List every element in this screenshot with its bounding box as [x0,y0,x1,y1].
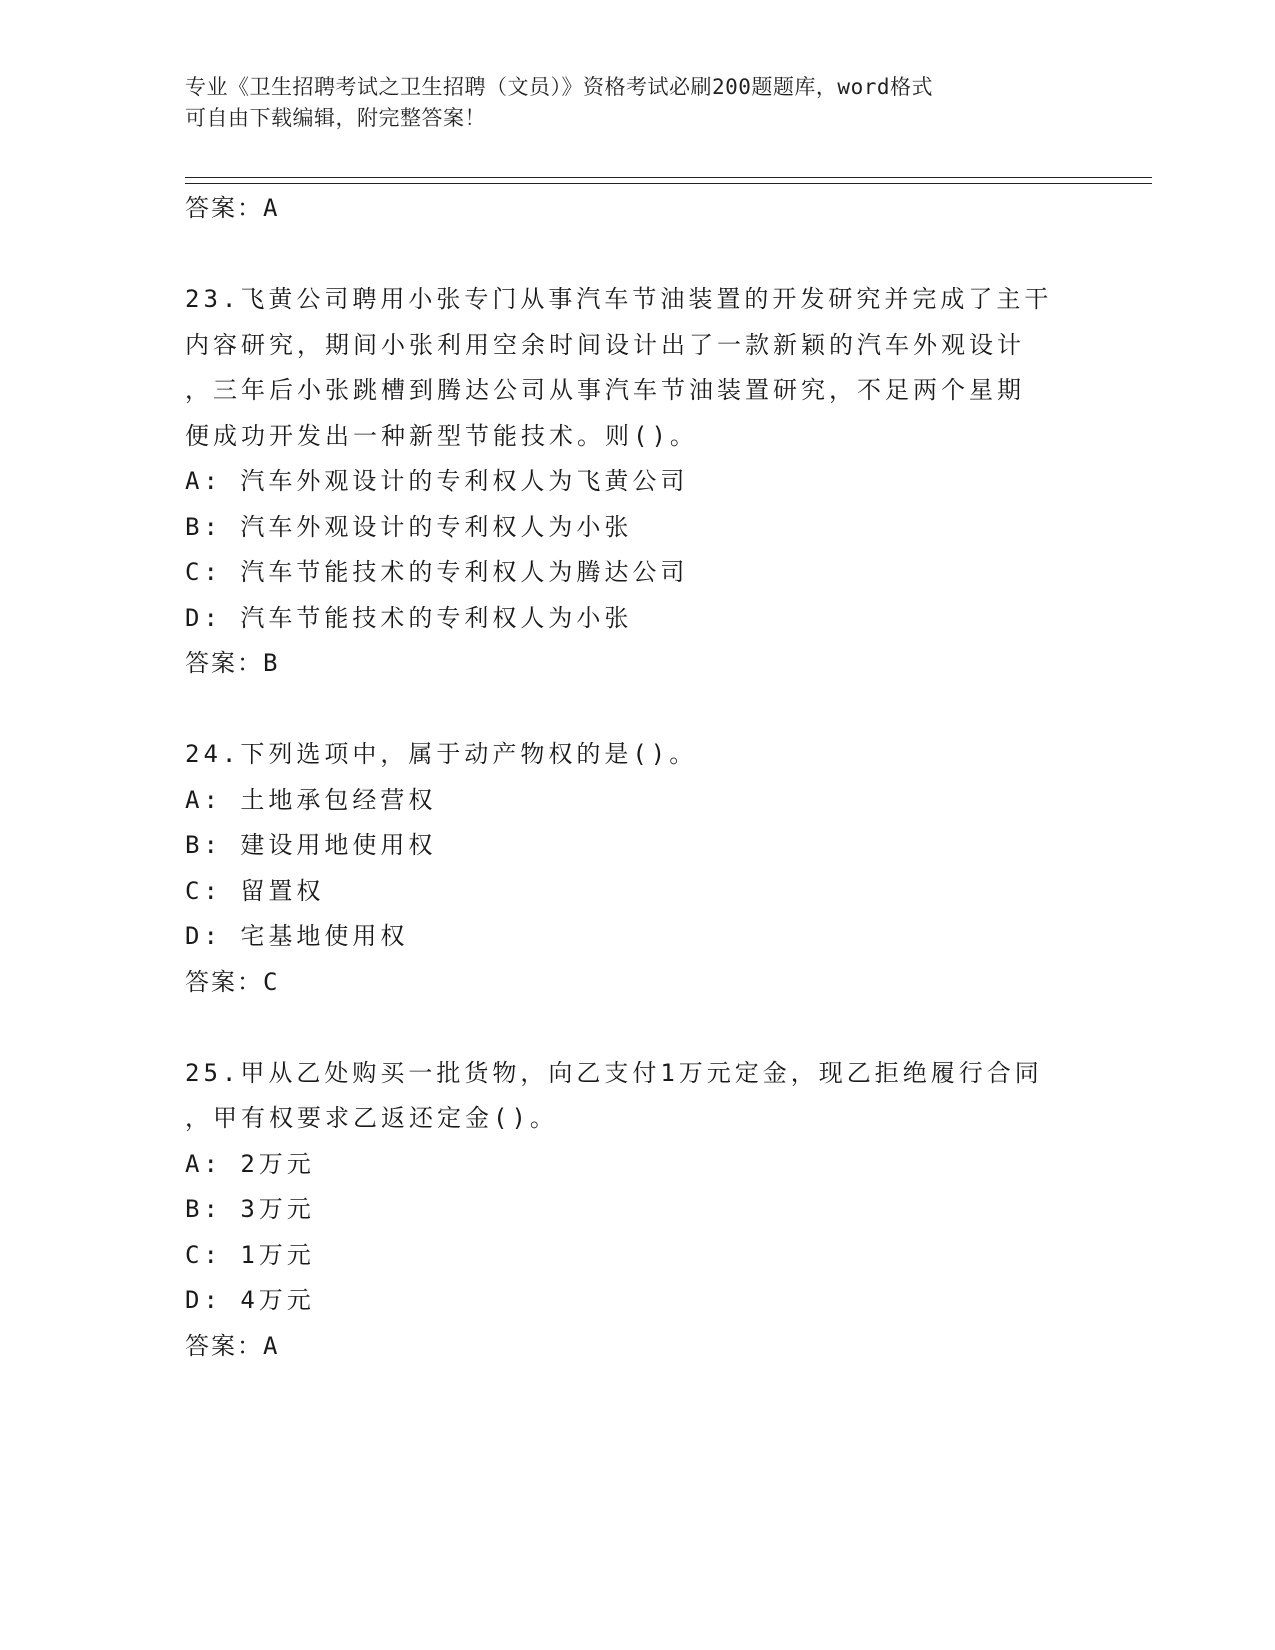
question-text-line: ，甲有权要求乙返还定金()。 [185,1104,558,1132]
answer: 答案：A [185,1331,280,1360]
document-body [185,186,1085,1369]
option-a: A: 土地承包经营权 [185,785,437,814]
spacer [185,687,1085,733]
answer: 答案：C [185,967,280,996]
option-d: D: 宅基地使用权 [185,922,409,950]
question-text-line: 24.下列选项中，属于动产物权的是()。 [185,740,698,768]
question-text-line: 23.飞黄公司聘用小张专门从事汽车节油装置的开发研究并完成了主干 [185,285,1053,313]
document-header [185,72,1065,134]
question-text-line: ，三年后小张跳槽到腾达公司从事汽车节油装置研究，不足两个星期 [185,376,1025,404]
spacer [185,1005,1085,1051]
option-c: C: 汽车节能技术的专利权人为腾达公司 [185,558,689,586]
question-24 [185,732,1085,1005]
option-b: B: 建设用地使用权 [185,831,437,859]
header-divider-top [185,177,1152,178]
header-line-1: 专业《卫生招聘考试之卫生招聘（文员）》资格考试必刷200题题库，word格式 [185,75,933,99]
header-line-2: 可自由下载编辑，附完整答案！ [185,106,486,130]
option-d: D: 4万元 [185,1286,315,1314]
answer: 答案：B [185,649,280,677]
header-divider-bottom [185,183,1152,184]
option-c: C: 留置权 [185,876,325,905]
spacer [185,232,1085,278]
option-a: A: 汽车外观设计的专利权人为飞黄公司 [185,467,689,495]
question-23 [185,277,1085,687]
option-b: B: 3万元 [185,1195,315,1223]
question-text-line: 25.甲从乙处购买一批货物，向乙支付1万元定金，现乙拒绝履行合同 [185,1058,1043,1087]
question-text-line: 内容研究，期间小张利用空余时间设计出了一款新颖的汽车外观设计 [185,330,1025,359]
question-25 [185,1051,1085,1370]
option-d: D: 汽车节能技术的专利权人为小张 [185,603,633,632]
option-c: C: 1万元 [185,1240,315,1269]
option-a: A: 2万元 [185,1149,315,1178]
previous-answer: 答案：A [185,194,280,222]
option-b: B: 汽车外观设计的专利权人为小张 [185,512,633,541]
question-text-line: 便成功开发出一种新型节能技术。则()。 [185,421,698,450]
